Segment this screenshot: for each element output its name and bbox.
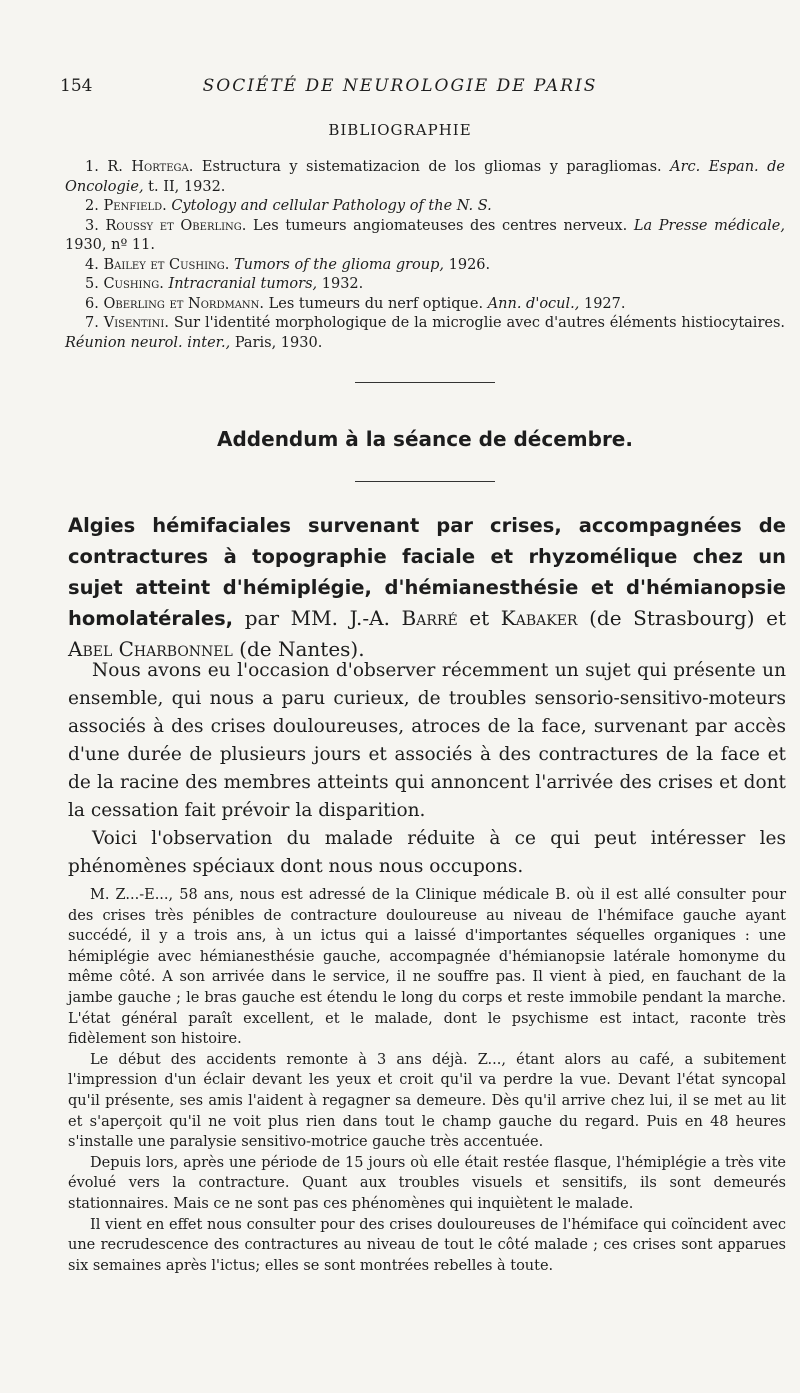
- author-kabaker: Kabaker: [500, 606, 578, 630]
- author-barre: J.-A. Barré: [349, 606, 458, 630]
- paragraph: Depuis lors, après une période de 15 jours où elle était restée flasque, l'hémiplégie a très vite évolué vers la contracture. Quant aux troubles visuels et sensitifs, ils sont demeurés stationnaires. Mais ce ne sont pas ces phénomènes qui inquiètent le malade.: [68, 1154, 786, 1212]
- bibliography-list: [65, 158, 785, 353]
- page-header: [60, 76, 780, 100]
- reference-item: 2. Penfield. Cytology and cellular Pathology of the N. S.: [85, 198, 492, 214]
- article-title-by: par MM.: [244, 606, 338, 630]
- paragraph: M. Z...-E..., 58 ans, nous est adressé de la Clinique médicale B. où il est allé consulter pour des crises très pénibles de contracture douloureuse au niveau de l'hémiface gauche ayant succédé, il y a trois ans, à un ictus qui a laissé d'importantes séquelles organiques : une hémiplégie avec hémianesthésie gauche, accompagnée d'hémianopsie latérale homonyme du même côté. A son arrivée dans le service, il ne souffre pas. Il vient à pied, en fauchant de la jambe gauche ; le bras gauche est étendu le long du corps et reste immobile pendant la marche. L'état général paraît excellent, et le malade, dont le psychisme est intact, raconte très fidèlement son histoire.: [68, 887, 786, 1048]
- article-title: Algies hémifaciales survenant par crises, accompagnées de contractures à topographie faciale et rhyzomélique chez un sujet atteint d'hémiplégie, d'hémianesthésie et d'hémianopsie homolatérales, par MM. J.-A. Barré et Kabaker (de Strasbourg) et Abel Charbonnel (de Nantes).: [68, 514, 787, 661]
- paragraph: Voici l'observation du malade réduite à ce qui peut intéresser les phénomènes spéciaux dont nous nous occupons.: [68, 828, 786, 877]
- reference-item: 5. Cushing. Intracranial tumors, 1932.: [85, 276, 364, 292]
- paragraph: Il vient en effet nous consulter pour des crises douloureuses de l'hémiface qui coïncident avec une recrudescence des contractures au niveau de tout le côté malade ; ces crises sont apparues six semaines après l'ictus; elles se sont montrées rebelles à toute.: [68, 1216, 786, 1274]
- bibliography-heading: BIBLIOGRAPHIE: [328, 121, 472, 139]
- reference-item: 1. R. Hortega. Estructura y sistematizacion de los gliomas y paragliomas. Arc. Espan. de Oncologie, t. II, 1932.: [65, 159, 786, 195]
- reference-item: 7. Visentini. Sur l'identité morphologique de la microglie avec d'autres éléments histiocytaires. Réunion neurol. inter., Paris, 1930.: [65, 315, 786, 351]
- section-divider: [355, 481, 495, 482]
- paragraph: Nous avons eu l'occasion d'observer récemment un sujet qui présente un ensemble, qui nous a paru curieux, de troubles sensorio-sensitivo-moteurs associés à des crises douloureuses, atroces de la face, survenant par accès d'une durée de plusieurs jours et associés à des contractures de la face et de la racine des membres atteints qui annoncent l'arrivée des crises et dont la cessation fait prévoir la disparition.: [68, 660, 786, 821]
- running-title: SOCIÉTÉ DE NEUROLOGIE DE PARIS: [202, 76, 598, 96]
- observation-text: [68, 885, 786, 1276]
- intro-text: [68, 657, 786, 881]
- article-title-main: Algies hémifaciales survenant par crises, accompagnées de contractures à topographie faciale et rhyzomélique chez un sujet atteint d'hémiplégie, d'hémianesthésie et d'hémianopsie homolatérales,: [68, 514, 786, 630]
- author-charbonnel: Abel Charbonnel: [68, 637, 233, 661]
- addendum-heading: Addendum à la séance de décembre.: [217, 427, 633, 451]
- section-divider: [355, 382, 495, 383]
- reference-item: 3. Roussy et Oberling. Les tumeurs angiomateuses des centres nerveux. La Presse médicale, 1930, nº 11.: [65, 217, 785, 253]
- page-number: 154: [60, 76, 93, 96]
- reference-item: 4. Bailey et Cushing. Tumors of the glioma group, 1926.: [85, 256, 491, 273]
- paragraph: Le début des accidents remonte à 3 ans déjà. Z..., étant alors au café, a subitement l'impression d'un éclair devant les yeux et croit qu'il va perdre la vue. Devant l'état syncopal qu'il présente, ses amis l'aident à regagner sa demeure. Dès qu'il arrive chez lui, il se met au lit et s'aperçoit qu'il ne voit plus rien dans tout le champ gauche du regard. Puis en 48 heures s'installe une paralysie sensitivo-motrice gauche très accentuée.: [68, 1051, 786, 1151]
- reference-item: 6. Oberling et Nordmann. Les tumeurs du nerf optique. Ann. d'ocul., 1927.: [85, 295, 626, 312]
